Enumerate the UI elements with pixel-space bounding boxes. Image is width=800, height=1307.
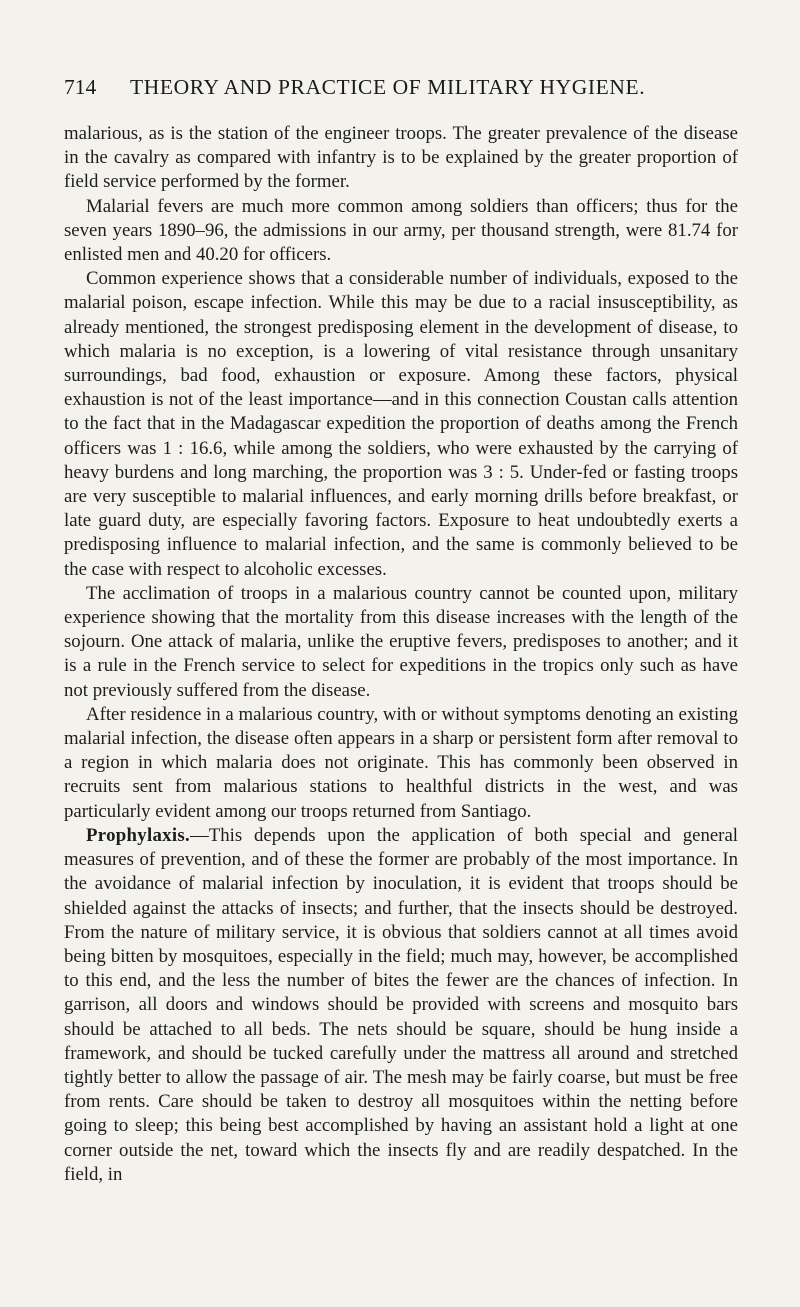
page-header bbox=[64, 75, 738, 109]
paragraph: After residence in a malarious country, with or without symptoms denoting an existing malarial infection, the disease often appears in a sharp or persistent form after removal to a region in which malaria does not originate. This has commonly been observed in recruits sent from malarious stations to healthful districts in the west, and was particularly evident among our troops returned from Santiago. bbox=[64, 703, 738, 822]
paragraph-text: —This depends upon the application of both special and general measures of prevention, and of these the former are probably of the most importance. In the avoidance of malarial infection by inoculation, it is evident that troops should be shielded against the attacks of insects; and further, that the insects should be destroyed. From the nature of military service, it is obvious that soldiers cannot at all times avoid being bitten by mosquitoes, especially in the field; much may, however, be accomplished to this end, and the less the number of bites the fewer are the chances of infection. In garrison, all doors and windows should be provided with screens and mosquito bars should be attached to all beds. The nets should be square, should be hung inside a framework, and should be tucked carefully under the mattress all around and stretched tightly better to allow the passage of air. The mesh may be fairly coarse, but must be free from rents. Care should be taken to destroy all mosquitoes within the netting before going to sleep; this being best accomplished by having an assistant hold a light at one corner outside the net, toward which the insects fly and are readily despatched. In the field, in bbox=[64, 824, 738, 1185]
body-text bbox=[64, 122, 738, 1187]
paragraph: Common experience shows that a considerable number of individuals, exposed to the malarial poison, escape infection. While this may be due to a racial insusceptibility, as already mentioned, the strongest predisposing element in the development of disease, to which malaria is no exception, is a lowering of vital resistance through unsanitary surroundings, bad food, exhaustion or exposure. Among these factors, physical exhaustion is not of the least importance—and in this connection Coustan calls attention to the fact that in the Madagascar expedition the proportion of deaths among the French officers was 1 : 16.6, while among the soldiers, who were exhausted by the carrying of heavy burdens and long marching, the proportion was 3 : 5. Under-fed or fasting troops are very susceptible to malarial influences, and early morning drills before breakfast, or late guard duty, are especially favoring factors. Exposure to heat undoubtedly exerts a predisposing influence to malarial infection, and the same is commonly believed to be the case with respect to alcoholic excesses. bbox=[64, 268, 738, 580]
page-number: 714 bbox=[64, 75, 97, 99]
paragraph bbox=[64, 824, 738, 1187]
running-title: THEORY AND PRACTICE OF MILITARY HYGIENE. bbox=[130, 75, 646, 99]
paragraph: Malarial fevers are much more common among soldiers than officers; thus for the seven years 1890–96, the admissions in our army, per thousand strength, were 81.74 for enlisted men and 40.20 for officers. bbox=[64, 195, 738, 266]
paragraph: malarious, as is the station of the engineer troops. The greater prevalence of the disease in the cavalry as compared with infantry is to be explained by the greater proportion of field service performed by the former. bbox=[64, 123, 738, 193]
paragraph: The acclimation of troops in a malarious country cannot be counted upon, military experience showing that the mortality from this disease increases with the length of the sojourn. One attack of malaria, unlike the eruptive fevers, predisposes to another; and it is a rule in the French service to select for expeditions in the tropics only such as have not previously suffered from the disease. bbox=[64, 582, 738, 701]
section-heading: Prophylaxis. bbox=[86, 824, 190, 846]
